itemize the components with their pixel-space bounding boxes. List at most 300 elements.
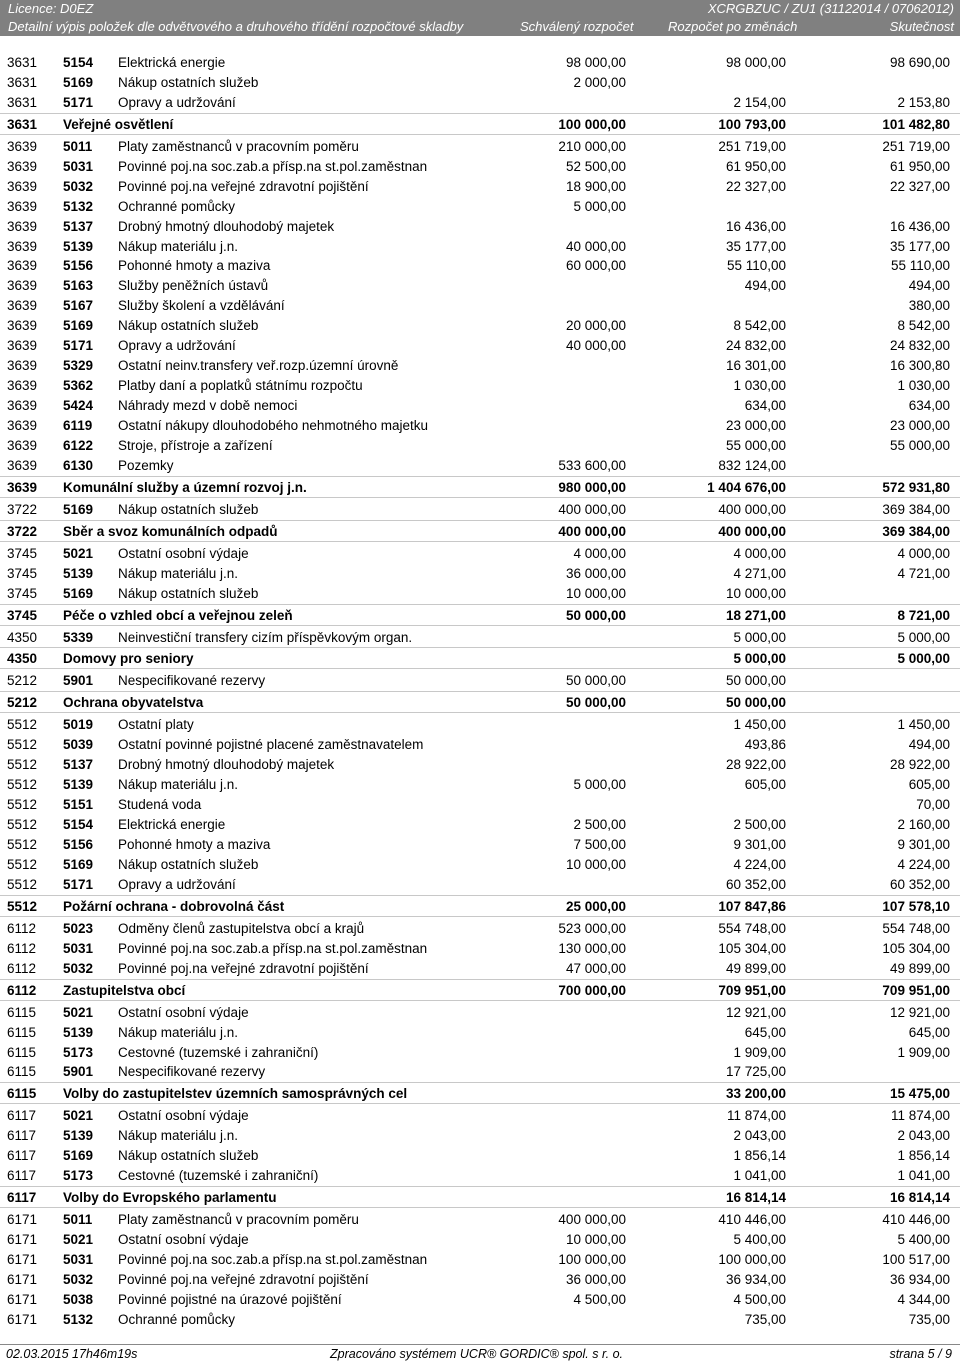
revised-cell: 107 847,86: [718, 898, 786, 914]
item-code-cell: 5031: [63, 158, 94, 174]
item-name-cell: Povinné poj.na soc.zab.a přísp.na st.pol.zaměstnan: [118, 1252, 428, 1267]
table-row: [0, 456, 960, 476]
subtotal-row: [0, 895, 960, 917]
actual-cell: 12 921,00: [889, 1004, 950, 1020]
budget-cell: 36 000,00: [565, 565, 626, 581]
revised-cell: 50 000,00: [725, 673, 786, 689]
table-row: [0, 296, 960, 316]
paragraph-cell: 3722: [7, 501, 38, 517]
revised-cell: 2 154,00: [733, 94, 786, 110]
paragraph-cell: 6115: [7, 1064, 37, 1080]
revised-cell: 400 000,00: [718, 501, 786, 517]
footer-page: strana 5 / 9: [889, 1347, 952, 1361]
item-code-cell: 5032: [63, 960, 94, 976]
actual-cell: 70,00: [916, 797, 950, 813]
item-name-cell: Cestovné (tuzemské i zahraniční): [118, 1168, 319, 1184]
paragraph-cell: 3639: [7, 258, 38, 274]
actual-cell: 572 931,80: [882, 479, 950, 495]
item-code-cell: 5169: [63, 856, 94, 872]
report-title: Detailní výpis položek dle odvětvového a druhového třídění rozpočtové skladby: [8, 19, 464, 34]
report-header: [0, 0, 960, 36]
revised-cell: 410 446,00: [718, 1212, 786, 1228]
item-code-cell: 5151: [63, 797, 94, 813]
paragraph-cell: 3639: [7, 138, 38, 154]
paragraph-cell: 3722: [7, 523, 38, 539]
item-name-cell: Nákup ostatních služeb: [118, 74, 259, 90]
table-row: [0, 93, 960, 113]
column-header-actual: Skutečnost: [889, 19, 954, 34]
item-name-cell: Cestovné (tuzemské i zahraniční): [118, 1044, 319, 1060]
item-code-cell: 5169: [63, 501, 94, 517]
item-name-cell: Ostatní nákupy dlouhodobého nehmotného majetku: [118, 417, 428, 433]
table-row: [0, 628, 960, 648]
revised-cell: 1 450,00: [733, 717, 786, 733]
item-code-cell: 5329: [63, 358, 94, 374]
paragraph-cell: 3639: [7, 278, 38, 294]
table-row: [0, 1106, 960, 1126]
paragraph-cell: 5512: [7, 898, 38, 914]
revised-cell: 400 000,00: [718, 523, 786, 539]
actual-cell: 5 400,00: [897, 1232, 950, 1248]
budget-cell: 10 000,00: [565, 1232, 626, 1248]
paragraph-cell: 6115: [7, 1044, 37, 1060]
item-name-cell: Elektrická energie: [118, 817, 226, 833]
paragraph-cell: 3639: [7, 178, 38, 194]
revised-cell: 16 436,00: [725, 218, 786, 234]
revised-cell: 60 352,00: [725, 876, 786, 892]
table-row: [0, 1270, 960, 1290]
paragraph-cell: 3639: [7, 358, 38, 374]
actual-cell: 23 000,00: [889, 417, 950, 433]
actual-cell: 8 542,00: [897, 318, 950, 334]
item-code-cell: 5173: [63, 1168, 94, 1184]
item-name-cell: Ostatní povinné pojistné placené zaměstnavatelem: [118, 737, 424, 753]
paragraph-cell: 3631: [7, 55, 38, 70]
actual-cell: 101 482,80: [882, 116, 950, 132]
item-code-cell: 5132: [63, 198, 94, 214]
budget-cell: 980 000,00: [558, 479, 626, 495]
revised-cell: 35 177,00: [725, 238, 786, 254]
table-row: [0, 73, 960, 93]
item-name-cell: Elektrická energie: [118, 55, 226, 70]
actual-cell: 16 814,14: [889, 1190, 950, 1206]
table-row: [0, 835, 960, 855]
table-row: [0, 1003, 960, 1023]
revised-cell: 1 030,00: [733, 378, 786, 394]
paragraph-cell: 3639: [7, 398, 38, 413]
paragraph-cell: 5512: [7, 797, 38, 813]
budget-cell: 210 000,00: [558, 138, 626, 154]
revised-cell: 16 814,14: [725, 1190, 786, 1206]
item-code-cell: 6130: [63, 457, 94, 473]
revised-cell: 100 000,00: [718, 1252, 786, 1267]
paragraph-cell: 6117: [7, 1128, 37, 1144]
item-code-cell: 5139: [63, 1128, 94, 1144]
revised-cell: 18 271,00: [725, 607, 786, 623]
budget-cell: 5 000,00: [573, 777, 626, 793]
item-name-cell: Opravy a udržování: [118, 876, 236, 892]
actual-cell: 98 690,00: [889, 55, 950, 70]
revised-cell: 554 748,00: [718, 920, 786, 936]
item-name-cell: Nákup ostatních služeb: [118, 585, 259, 601]
actual-cell: 1 450,00: [897, 717, 950, 733]
item-name-cell: Nákup materiálu j.n.: [118, 1128, 239, 1144]
budget-cell: 60 000,00: [565, 258, 626, 274]
table-row: [0, 157, 960, 177]
subtotal-row: [0, 979, 960, 1001]
item-code-cell: 5139: [63, 1024, 94, 1040]
table-row: [0, 939, 960, 959]
actual-cell: 2 043,00: [897, 1128, 950, 1144]
item-code-cell: 5171: [63, 338, 94, 354]
paragraph-cell: 6117: [7, 1168, 37, 1184]
budget-cell: 4 500,00: [573, 1291, 626, 1307]
subtotal-name-cell: Požární ochrana - dobrovolná část: [63, 898, 285, 914]
item-code-cell: 5171: [63, 94, 94, 110]
budget-cell: 20 000,00: [565, 318, 626, 334]
item-name-cell: Povinné poj.na soc.zab.a přísp.na st.pol.zaměstnan: [118, 158, 428, 174]
item-name-cell: Pohonné hmoty a maziva: [118, 258, 271, 274]
revised-cell: 33 200,00: [725, 1086, 786, 1102]
item-name-cell: Studená voda: [118, 797, 202, 813]
paragraph-cell: 3631: [7, 116, 38, 132]
paragraph-cell: 6112: [7, 960, 37, 976]
table-row: [0, 1250, 960, 1270]
report-footer: [0, 1344, 960, 1362]
actual-cell: 2 160,00: [897, 817, 950, 833]
budget-cell: 523 000,00: [558, 920, 626, 936]
budget-cell: 7 500,00: [573, 837, 626, 852]
actual-cell: 16 436,00: [889, 218, 950, 234]
paragraph-cell: 4350: [7, 629, 38, 645]
paragraph-cell: 3639: [7, 457, 38, 473]
actual-cell: 251 719,00: [882, 138, 950, 154]
revised-cell: 105 304,00: [718, 940, 786, 956]
revised-cell: 4 271,00: [733, 565, 786, 581]
column-header-budget: Schválený rozpočet: [520, 19, 634, 34]
paragraph-cell: 6112: [7, 920, 37, 936]
actual-cell: 494,00: [908, 278, 950, 294]
revised-cell: 50 000,00: [725, 695, 786, 711]
item-code-cell: 5156: [63, 258, 94, 274]
table-row: [0, 336, 960, 356]
revised-cell: 2 500,00: [733, 817, 786, 833]
paragraph-cell: 6171: [7, 1232, 38, 1248]
paragraph-cell: 5512: [7, 777, 38, 793]
table-row: [0, 177, 960, 197]
paragraph-cell: 3639: [7, 218, 38, 234]
budget-cell: 700 000,00: [558, 982, 626, 998]
subtotal-row: [0, 476, 960, 498]
item-code-cell: 5167: [63, 298, 94, 314]
item-code-cell: 5032: [63, 1271, 94, 1287]
budget-cell: 400 000,00: [558, 501, 626, 517]
revised-cell: 4 500,00: [733, 1291, 786, 1307]
subtotal-name-cell: Ochrana obyvatelstva: [63, 695, 204, 711]
item-name-cell: Ostatní osobní výdaje: [118, 1232, 249, 1248]
actual-cell: 369 384,00: [882, 523, 950, 539]
item-name-cell: Ostatní platy: [118, 717, 194, 733]
item-code-cell: 5137: [63, 757, 94, 773]
subtotal-row: [0, 647, 960, 669]
footer-datetime: 02.03.2015 17h46m19s: [6, 1347, 138, 1361]
actual-cell: 15 475,00: [889, 1086, 950, 1102]
item-code-cell: 5039: [63, 737, 94, 753]
table-row: [0, 316, 960, 336]
budget-cell: 40 000,00: [565, 238, 626, 254]
paragraph-cell: 6171: [7, 1252, 38, 1267]
paragraph-cell: 6171: [7, 1212, 38, 1228]
table-row: [0, 1126, 960, 1146]
revised-cell: 709 951,00: [718, 982, 786, 998]
report-id: XCRGBZUC / ZU1 (31122014 / 07062012): [707, 1, 954, 16]
paragraph-cell: 5512: [7, 817, 38, 833]
budget-cell: 2 500,00: [573, 817, 626, 833]
subtotal-name-cell: Domovy pro seniory: [63, 651, 194, 667]
item-code-cell: 5137: [63, 218, 94, 234]
revised-cell: 1 041,00: [733, 1168, 786, 1184]
item-code-cell: 5163: [63, 278, 94, 294]
table-row: [0, 1230, 960, 1250]
item-name-cell: Nákup materiálu j.n.: [118, 238, 239, 254]
paragraph-cell: 6115: [7, 1086, 37, 1102]
item-name-cell: Drobný hmotný dlouhodobý majetek: [118, 757, 335, 773]
table-row: [0, 1166, 960, 1186]
paragraph-cell: 5512: [7, 837, 38, 852]
actual-cell: 380,00: [908, 298, 950, 314]
item-name-cell: Povinné poj.na veřejné zdravotní pojištění: [118, 960, 369, 976]
revised-cell: 10 000,00: [725, 585, 786, 601]
paragraph-cell: 6112: [7, 940, 37, 956]
footer-system: Zpracováno systémem UCR® GORDIC® spol. s r. o.: [330, 1347, 624, 1361]
item-name-cell: Opravy a udržování: [118, 94, 236, 110]
revised-cell: 8 542,00: [733, 318, 786, 334]
budget-cell: 50 000,00: [565, 695, 626, 711]
paragraph-cell: 3639: [7, 479, 38, 495]
paragraph-cell: 3631: [7, 74, 38, 90]
revised-cell: 17 725,00: [725, 1064, 786, 1080]
budget-cell: 533 600,00: [558, 457, 626, 473]
item-code-cell: 5169: [63, 74, 94, 90]
item-code-cell: 5169: [63, 318, 94, 334]
table-row: [0, 795, 960, 815]
item-code-cell: 5139: [63, 565, 94, 581]
revised-cell: 5 000,00: [733, 629, 786, 645]
paragraph-cell: 4350: [7, 651, 38, 667]
table-row: [0, 1023, 960, 1043]
actual-cell: 5 000,00: [897, 629, 950, 645]
actual-cell: 4 000,00: [897, 545, 950, 561]
item-name-cell: Nákup materiálu j.n.: [118, 565, 239, 581]
paragraph-cell: 3639: [7, 437, 38, 453]
revised-cell: 5 400,00: [733, 1232, 786, 1248]
item-name-cell: Nákup materiálu j.n.: [118, 1024, 239, 1040]
actual-cell: 61 950,00: [889, 158, 950, 174]
revised-cell: 493,86: [744, 737, 786, 753]
paragraph-cell: 6112: [7, 982, 37, 998]
subtotal-name-cell: Sběr a svoz komunálních odpadů: [63, 523, 278, 539]
revised-cell: 24 832,00: [725, 338, 786, 354]
actual-cell: 5 000,00: [897, 651, 950, 667]
table-row: [0, 197, 960, 217]
item-code-cell: 5021: [63, 1004, 94, 1020]
subtotal-row: [0, 604, 960, 626]
revised-cell: 5 000,00: [733, 651, 786, 667]
table-row: [0, 755, 960, 775]
item-name-cell: Nákup materiálu j.n.: [118, 777, 239, 793]
item-code-cell: 5011: [63, 1212, 93, 1228]
actual-cell: 9 301,00: [897, 837, 950, 852]
item-code-cell: 5154: [63, 817, 94, 833]
budget-cell: 130 000,00: [558, 940, 626, 956]
budget-cell: 18 900,00: [565, 178, 626, 194]
licence-label: Licence: D0EZ: [8, 1, 94, 16]
actual-cell: 8 721,00: [897, 607, 950, 623]
table-row: [0, 671, 960, 691]
revised-cell: 12 921,00: [725, 1004, 786, 1020]
table-row: [0, 715, 960, 735]
actual-cell: 1 041,00: [897, 1168, 950, 1184]
subtotal-row: [0, 1082, 960, 1104]
item-code-cell: 5169: [63, 585, 94, 601]
item-name-cell: Nákup ostatních služeb: [118, 501, 259, 517]
paragraph-cell: 3639: [7, 158, 38, 174]
item-code-cell: 5139: [63, 238, 94, 254]
revised-cell: 251 719,00: [718, 138, 786, 154]
item-name-cell: Povinné poj.na veřejné zdravotní pojištění: [118, 1271, 369, 1287]
item-name-cell: Nákup ostatních služeb: [118, 1148, 259, 1164]
item-name-cell: Povinné poj.na soc.zab.a přísp.na st.pol.zaměstnan: [118, 940, 428, 956]
item-code-cell: 5031: [63, 940, 94, 956]
table-row: [0, 919, 960, 939]
subtotal-name-cell: Péče o vzhled obcí a veřejnou zeleň: [63, 607, 293, 623]
actual-cell: 1 909,00: [897, 1044, 950, 1060]
table-row: [0, 564, 960, 584]
paragraph-cell: 6117: [7, 1148, 37, 1164]
actual-cell: 105 304,00: [882, 940, 950, 956]
budget-cell: 36 000,00: [565, 1271, 626, 1287]
revised-cell: 100 793,00: [718, 116, 786, 132]
revised-cell: 1 856,14: [733, 1148, 786, 1164]
revised-cell: 11 874,00: [726, 1108, 786, 1124]
table-row: [0, 396, 960, 416]
item-code-cell: 5901: [63, 1064, 94, 1080]
item-code-cell: 5139: [63, 777, 94, 793]
actual-cell: 36 934,00: [889, 1271, 950, 1287]
subtotal-name-cell: Komunální služby a územní rozvoj j.n.: [63, 479, 307, 495]
table-row: [0, 53, 960, 73]
item-code-cell: 5032: [63, 178, 94, 194]
item-name-cell: Nákup ostatních služeb: [118, 856, 259, 872]
paragraph-cell: 3745: [7, 607, 38, 623]
paragraph-cell: 3639: [7, 318, 38, 334]
item-name-cell: Služby školení a vzdělávání: [118, 298, 285, 314]
item-name-cell: Ostatní osobní výdaje: [118, 1108, 249, 1124]
actual-cell: 1 030,00: [897, 378, 950, 394]
revised-cell: 4 224,00: [733, 856, 786, 872]
subtotal-row: [0, 1186, 960, 1208]
item-name-cell: Nespecifikované rezervy: [118, 1064, 266, 1080]
paragraph-cell: 3745: [7, 585, 38, 601]
paragraph-cell: 3639: [7, 338, 38, 354]
table-row: [0, 376, 960, 396]
paragraph-cell: 5512: [7, 876, 38, 892]
budget-cell: 4 000,00: [573, 545, 626, 561]
table-row: [0, 815, 960, 835]
actual-cell: 55 110,00: [890, 258, 950, 274]
item-code-cell: 5173: [63, 1044, 94, 1060]
table-row: [0, 1210, 960, 1230]
item-name-cell: Náhrady mezd v době nemoci: [118, 398, 298, 413]
table-row: [0, 775, 960, 795]
paragraph-cell: 5512: [7, 757, 38, 773]
revised-cell: 55 110,00: [726, 258, 786, 274]
actual-cell: 107 578,10: [882, 898, 950, 914]
actual-cell: 24 832,00: [889, 338, 950, 354]
revised-cell: 1 404 676,00: [707, 479, 786, 495]
revised-cell: 49 899,00: [725, 960, 786, 976]
revised-cell: 634,00: [744, 398, 786, 413]
item-code-cell: 5156: [63, 837, 94, 852]
paragraph-cell: 6171: [7, 1311, 38, 1327]
revised-cell: 1 909,00: [733, 1044, 786, 1060]
item-code-cell: 5021: [63, 1108, 94, 1124]
paragraph-cell: 6117: [7, 1190, 37, 1206]
item-code-cell: 6119: [63, 417, 93, 433]
actual-cell: 634,00: [908, 398, 950, 413]
budget-cell: 98 000,00: [565, 55, 626, 70]
budget-cell: 40 000,00: [565, 338, 626, 354]
actual-cell: 55 000,00: [889, 437, 950, 453]
table-row: [0, 356, 960, 376]
budget-cell: 5 000,00: [573, 198, 626, 214]
item-name-cell: Pozemky: [118, 457, 174, 473]
budget-cell: 52 500,00: [565, 158, 626, 174]
item-code-cell: 5023: [63, 920, 94, 936]
paragraph-cell: 3639: [7, 238, 38, 254]
revised-cell: 23 000,00: [725, 417, 786, 433]
actual-cell: 645,00: [908, 1024, 950, 1040]
paragraph-cell: 5212: [7, 673, 38, 689]
actual-cell: 11 874,00: [890, 1108, 950, 1124]
table-row: [0, 735, 960, 755]
revised-cell: 36 934,00: [725, 1271, 786, 1287]
item-code-cell: 5154: [63, 55, 94, 70]
item-name-cell: Povinné pojistné na úrazové pojištění: [118, 1291, 342, 1307]
table-row: [0, 500, 960, 520]
paragraph-cell: 6171: [7, 1271, 38, 1287]
table-row: [0, 584, 960, 604]
paragraph-cell: 6171: [7, 1291, 38, 1307]
table-row: [0, 875, 960, 895]
actual-cell: 709 951,00: [882, 982, 950, 998]
table-row: [0, 256, 960, 276]
item-name-cell: Stroje, přístroje a zařízení: [118, 437, 273, 453]
budget-cell: 100 000,00: [558, 116, 626, 132]
budget-cell: 50 000,00: [565, 673, 626, 689]
item-code-cell: 5901: [63, 673, 94, 689]
budget-cell: 25 000,00: [565, 898, 626, 914]
table-row: [0, 1146, 960, 1166]
table-row: [0, 217, 960, 237]
table-row: [0, 237, 960, 257]
budget-cell: 400 000,00: [558, 1212, 626, 1228]
actual-cell: 605,00: [908, 777, 950, 793]
paragraph-cell: 3639: [7, 298, 38, 314]
item-name-cell: Služby peněžních ústavů: [118, 278, 269, 294]
item-code-cell: 6122: [63, 437, 94, 453]
revised-cell: 55 000,00: [725, 437, 786, 453]
